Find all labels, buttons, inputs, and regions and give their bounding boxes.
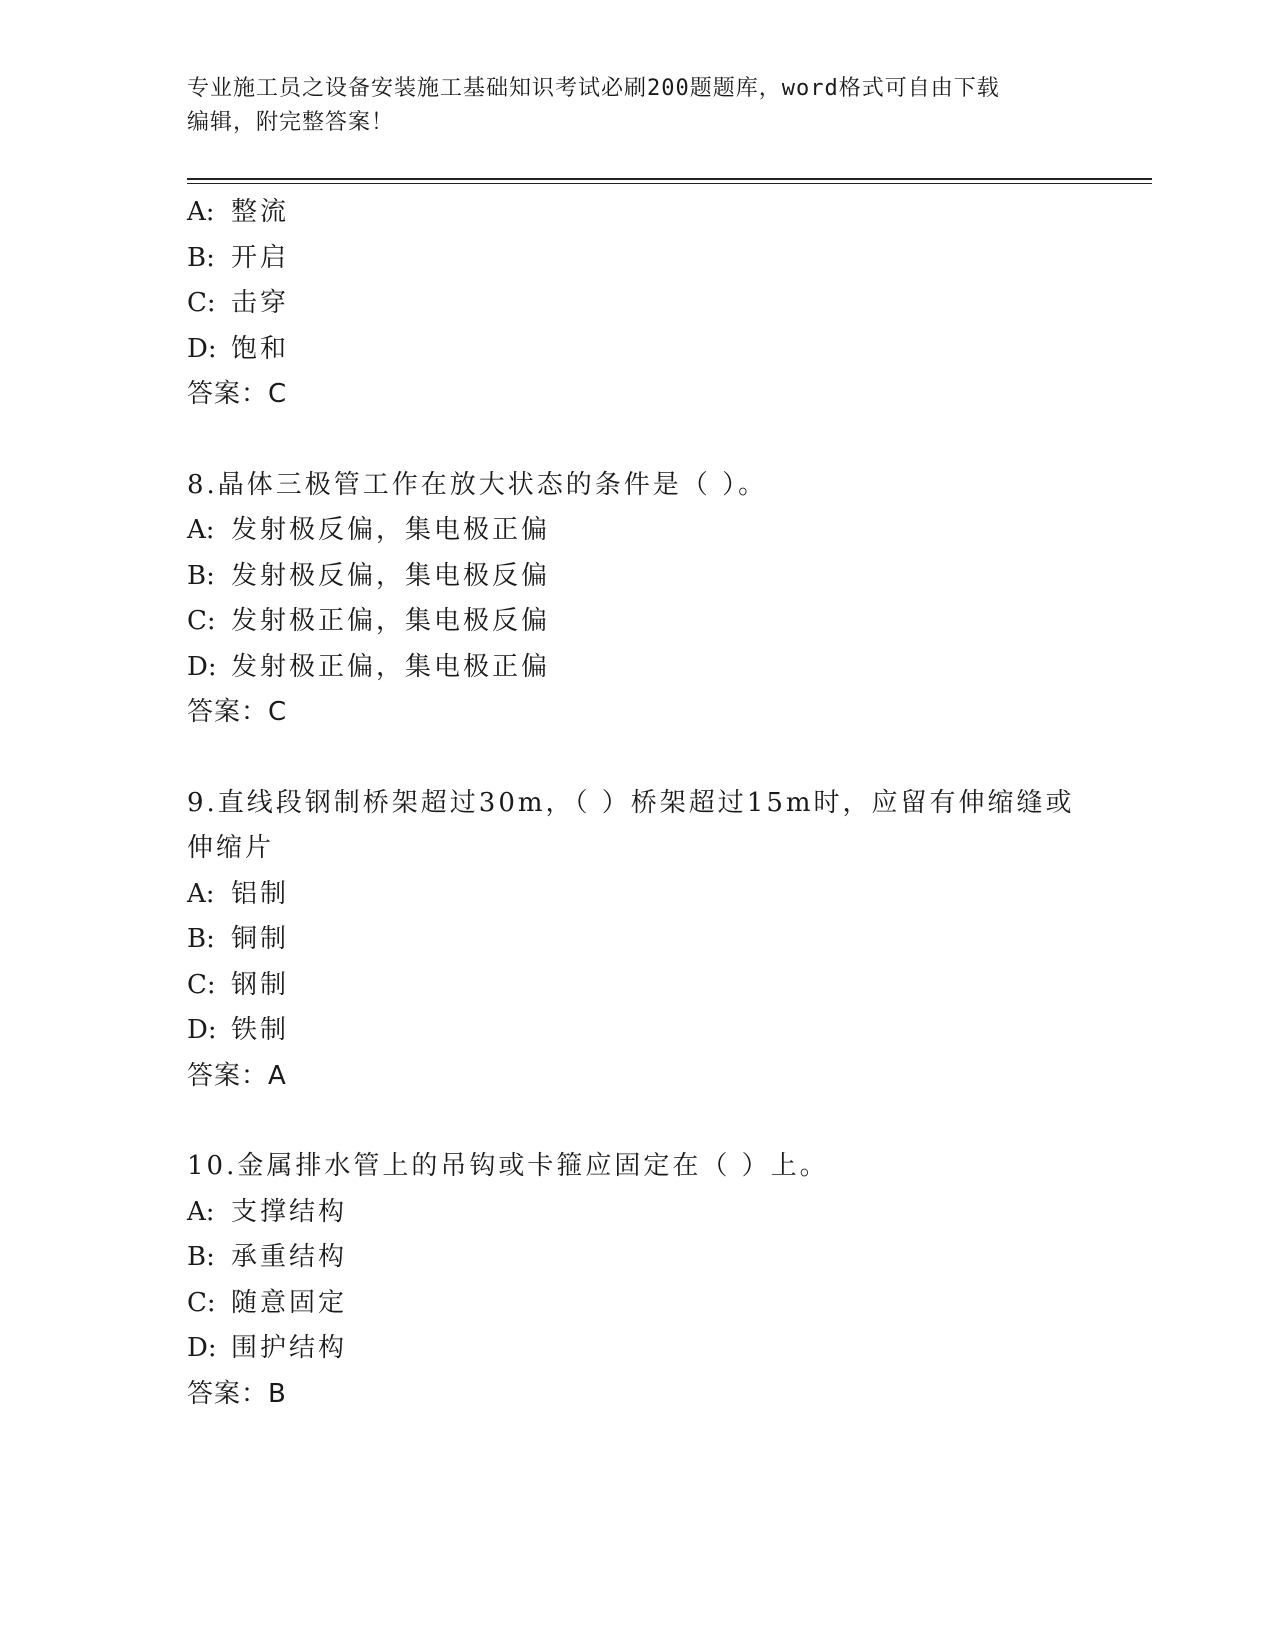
question-7 <box>187 190 1087 418</box>
answer-line: 答案：A <box>187 1060 287 1091</box>
document-header <box>187 72 1067 140</box>
header-line-2: 编辑，附完整答案！ <box>187 110 395 135</box>
question-8 <box>187 463 1087 736</box>
spacer <box>187 736 1087 781</box>
option-c: C: 随意固定 <box>187 1287 348 1318</box>
question-stem: 8.晶体三极管工作在放大状态的条件是（ ）。 <box>187 469 768 500</box>
option-b: B: 开启 <box>187 242 290 273</box>
question-stem-line-1: 9.直线段钢制桥架超过30m，（ ）桥架超过15m时，应留有伸缩缝或 <box>187 787 1075 818</box>
option-a: A: 支撑结构 <box>187 1196 348 1227</box>
option-b: B: 发射极反偏，集电极反偏 <box>187 560 551 591</box>
answer-line: 答案：C <box>187 697 288 727</box>
option-b: B: 铜制 <box>187 924 290 954</box>
option-c: C: 击穿 <box>187 288 290 318</box>
question-stem: 10.金属排水管上的吊钩或卡箍应固定在（ ）上。 <box>187 1151 829 1181</box>
answer-line: 答案：B <box>187 1378 287 1409</box>
option-d: D: 铁制 <box>187 1015 290 1045</box>
question-stem-line-2: 伸缩片 <box>187 833 275 863</box>
option-d: D: 饱和 <box>187 333 290 364</box>
question-10 <box>187 1144 1087 1417</box>
question-9 <box>187 781 1087 1100</box>
option-b: B: 承重结构 <box>187 1242 348 1272</box>
header-line-1: 专业施工员之设备安装施工基础知识考试必刷200题题库，word格式可自由下载 <box>187 76 1000 101</box>
option-d: D: 发射极正偏，集电极正偏 <box>187 651 551 682</box>
option-a: A: 发射极反偏，集电极正偏 <box>187 515 551 545</box>
spacer <box>187 1099 1087 1144</box>
option-d: D: 围护结构 <box>187 1333 348 1363</box>
option-a: A: 整流 <box>187 197 290 227</box>
answer-line: 答案：C <box>187 379 288 409</box>
header-rule-thin <box>187 183 1152 184</box>
question-list <box>187 190 1087 1417</box>
spacer <box>187 418 1087 463</box>
option-c: C: 发射极正偏，集电极反偏 <box>187 606 551 636</box>
option-a: A: 铝制 <box>187 878 290 909</box>
header-rule-thick <box>187 178 1152 180</box>
option-c: C: 钢制 <box>187 969 290 1000</box>
